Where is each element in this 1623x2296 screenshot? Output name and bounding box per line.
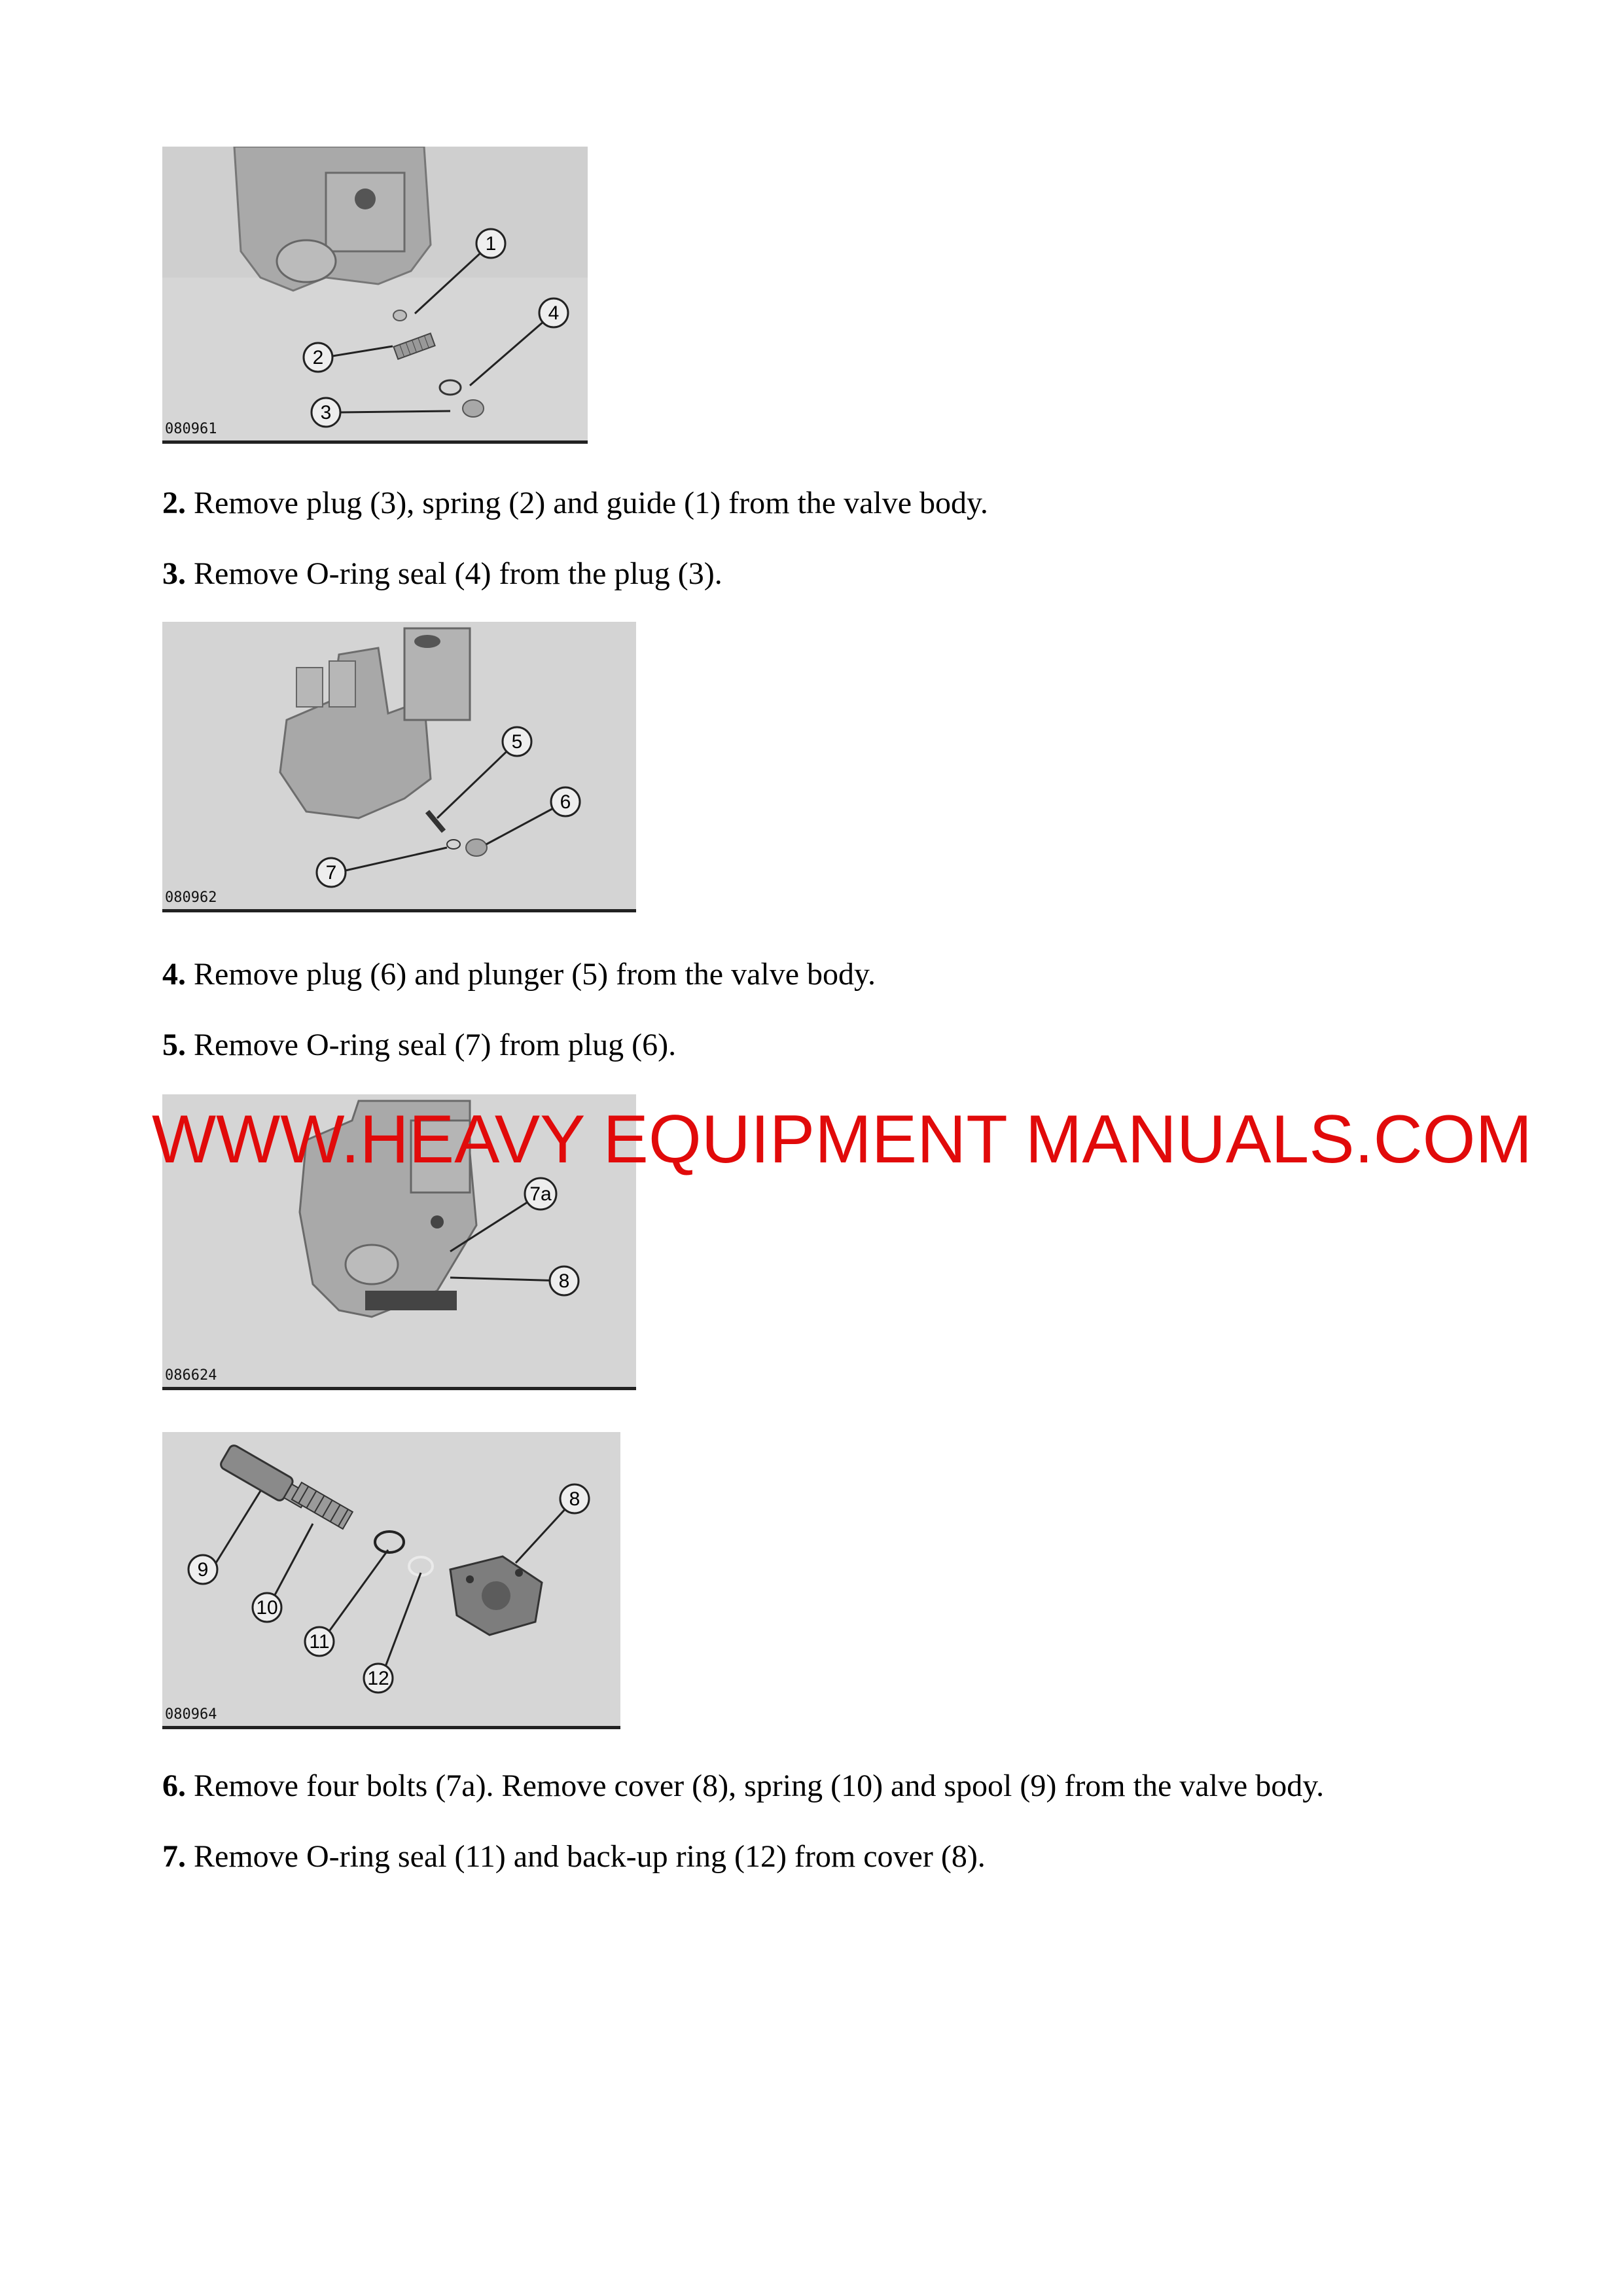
callout-11-label: 11 <box>309 1631 330 1653</box>
step-5 <box>162 1026 676 1064</box>
callout-5-label: 5 <box>511 731 523 753</box>
step-number: 6. <box>162 1768 186 1803</box>
step-3 <box>162 555 722 593</box>
step-7 <box>162 1838 986 1876</box>
step-number: 4. <box>162 957 186 992</box>
step-text: Remove O-ring seal (11) and back-up ring (12) from cover (8). <box>186 1839 986 1874</box>
figure-080961-photo <box>162 147 588 444</box>
figure-080964-photo <box>162 1432 620 1729</box>
figure-id-label: 080962 <box>165 889 217 906</box>
figure-id-label: 080964 <box>165 1706 217 1723</box>
callout-6-label: 6 <box>560 791 571 813</box>
figure-080964 <box>162 1432 620 1729</box>
callout-12-label: 12 <box>367 1668 389 1689</box>
watermark-text: WWW.HEAVY EQUIPMENT MANUALS.COM <box>152 1102 1533 1177</box>
step-number: 7. <box>162 1839 186 1874</box>
figure-baseline <box>162 1387 636 1390</box>
step-text: Remove O-ring seal (7) from plug (6). <box>186 1028 677 1062</box>
callout-2-label: 2 <box>312 347 324 368</box>
figure-080962 <box>162 622 636 912</box>
callout-8-label: 8 <box>558 1270 570 1292</box>
step-number: 3. <box>162 556 186 591</box>
callout-10-label: 10 <box>256 1597 278 1619</box>
figure-id-label: 080961 <box>165 421 217 437</box>
figure-080962-photo <box>162 622 636 912</box>
figure-baseline <box>162 1726 620 1729</box>
step-6 <box>162 1767 1324 1805</box>
callout-7a-label: 7a <box>529 1183 552 1205</box>
step-number: 5. <box>162 1028 186 1062</box>
step-2 <box>162 484 988 522</box>
callout-7-label: 7 <box>325 862 337 884</box>
figure-080961 <box>162 147 588 444</box>
figure-id-label: 086624 <box>165 1367 217 1384</box>
callout-4-label: 4 <box>548 302 560 324</box>
callout-9-label: 9 <box>197 1559 209 1581</box>
step-text: Remove plug (6) and plunger (5) from the valve body. <box>186 957 876 992</box>
callout-1-label: 1 <box>485 233 497 255</box>
figure-baseline <box>162 909 636 912</box>
step-text: Remove plug (3), spring (2) and guide (1) from the valve body. <box>186 486 988 520</box>
step-text: Remove four bolts (7a). Remove cover (8), spring (10) and spool (9) from the valve body. <box>186 1768 1325 1803</box>
step-4 <box>162 956 876 994</box>
callout-8-label: 8 <box>569 1488 580 1510</box>
step-number: 2. <box>162 486 186 520</box>
step-text: Remove O-ring seal (4) from the plug (3). <box>186 556 722 591</box>
figure-baseline <box>162 440 588 444</box>
callout-3-label: 3 <box>320 402 332 423</box>
